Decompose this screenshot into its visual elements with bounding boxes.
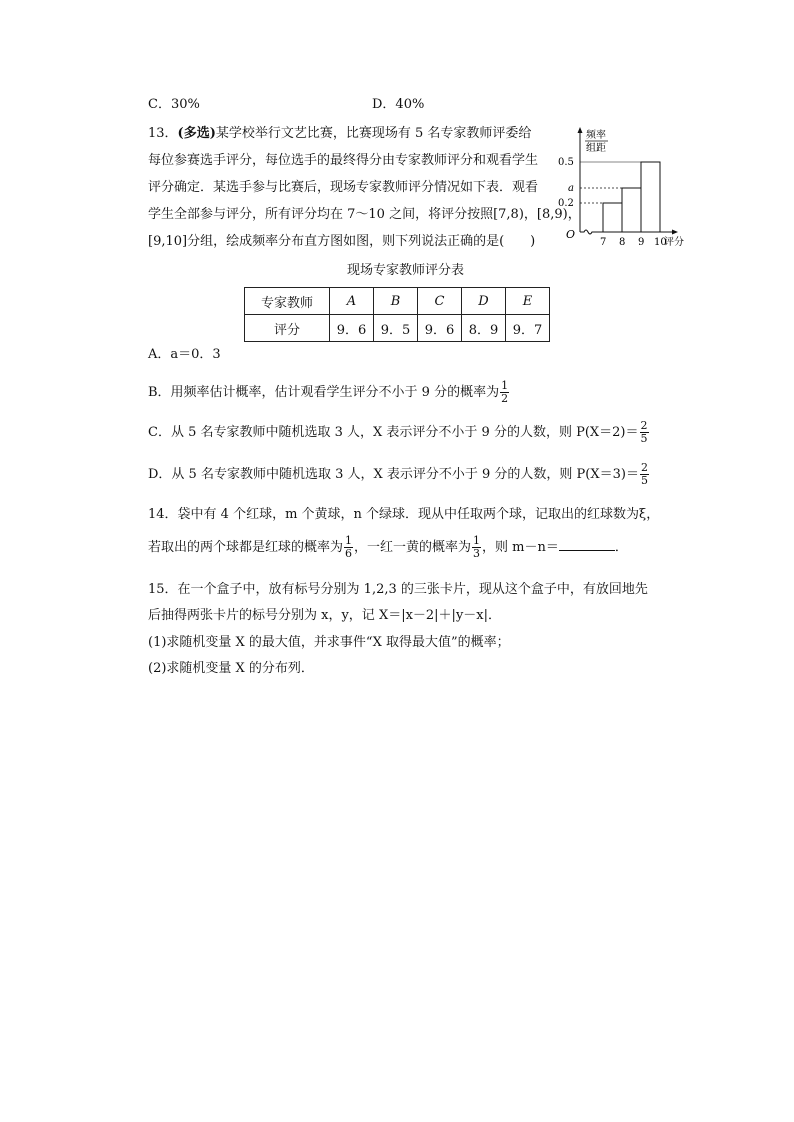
fraction-numerator: 2 [640, 419, 648, 432]
q13-option-d-fraction [640, 462, 649, 487]
table-row-scores [245, 315, 550, 342]
table-score-e: 9．7 [506, 315, 550, 342]
bar-9-10 [641, 162, 660, 232]
table-col-e: E [506, 288, 550, 315]
q13-option-c-fraction [640, 420, 649, 445]
y-axis-arrow [578, 127, 583, 133]
table-header-score: 评分 [245, 315, 330, 342]
q15-part-1: (1)求随机变量 X 的最大值，并求事件“X 取得最大值”的概率； [148, 635, 510, 650]
q13-line-3: 评分确定．某选手参与比赛后，现场专家教师评分情况如下表．观看 [148, 180, 539, 195]
q13-option-b-text: B．用频率估计概率，估计观看学生评分不小于 9 分的概率为 [148, 385, 500, 400]
q14-fraction-1 [344, 535, 353, 560]
q13-line-1 [148, 126, 531, 142]
fraction-numerator: 2 [640, 461, 648, 474]
fraction-numerator: 1 [501, 379, 509, 392]
q13-line-5: [9,10]分组，绘成频率分布直方图如图，则下列说法正确的是( ) [148, 234, 536, 249]
q13-option-c-text: C．从 5 名专家教师中随机选取 3 人，X 表示评分不小于 9 分的人数，则 P(X＝2)＝ [148, 425, 639, 440]
q14-text-b: ，一红一黄的概率为 [354, 540, 472, 555]
prev-option-c: C．30% [148, 97, 200, 112]
x-tick-10: 10 [654, 237, 667, 248]
q14-text-end: ． [614, 540, 628, 555]
table-col-d: D [462, 288, 506, 315]
prev-option-d: D．40% [372, 97, 425, 112]
fraction-denominator: 5 [640, 432, 648, 445]
x-tick-7: 7 [600, 237, 607, 248]
x-tick-9: 9 [638, 237, 645, 248]
q13-option-c [148, 418, 650, 448]
table-col-b: B [374, 288, 418, 315]
q13-option-d-text: D．从 5 名专家教师中随机选取 3 人，X 表示评分不小于 9 分的人数，则 P(X＝3)＝ [148, 467, 639, 482]
table-score-a: 9．6 [330, 315, 374, 342]
fraction-numerator: 1 [473, 534, 481, 547]
x-axis-label: 评分 [664, 237, 684, 248]
q14-line-1: 14．袋中有 4 个红球，m 个黄球，n 个绿球．现从中任取两个球，记取出的红球数为ξ， [148, 507, 660, 522]
table-score-b: 9．5 [374, 315, 418, 342]
score-table [244, 287, 550, 342]
fraction-denominator: 2 [501, 392, 509, 405]
table-score-c: 9．6 [418, 315, 462, 342]
table-score-d: 8．9 [462, 315, 506, 342]
y-label-top: 频率 [586, 130, 606, 141]
q13-tag: (多选) [177, 126, 216, 141]
y-tick-0-5: 0.5 [558, 157, 574, 168]
answer-blank[interactable] [559, 538, 615, 551]
x-tick-8: 8 [619, 237, 626, 248]
y-label-bottom: 组距 [586, 143, 606, 154]
q15-line-2: 后抽得两张卡片的标号分别为 x，y，记 X＝|x－2|＋|y－x|． [148, 608, 501, 623]
fraction-denominator: 5 [640, 474, 648, 487]
q13-line-4: 学生全部参与评分，所有评分均在 7～10 之间，将评分按照[7,8)，[8,9)， [148, 207, 581, 222]
score-table-title: 现场专家教师评分表 [347, 263, 465, 278]
table-col-a: A [330, 288, 374, 315]
q14-text-c: ，则 m－n＝ [482, 540, 559, 555]
fraction-denominator: 3 [473, 547, 481, 560]
fraction-denominator: 6 [345, 547, 353, 560]
q13-text-1: 某学校举行文艺比赛，比赛现场有 5 名专家教师评委给 [215, 126, 532, 141]
q15-line-1: 15．在一个盒子中，放有标号分别为 1,2,3 的三张卡片，现从这个盒子中，有放回地先 [148, 582, 648, 597]
fraction-numerator: 1 [345, 534, 353, 547]
q13-option-b-fraction [500, 380, 509, 405]
y-tick-a: a [568, 183, 574, 194]
q13-option-a: A．a＝0．3 [148, 347, 221, 362]
table-row-teachers [245, 288, 550, 315]
q13-line-2: 每位参赛选手评分，每位选手的最终得分由专家教师评分和观看学生 [148, 153, 539, 168]
q13-option-b [148, 378, 510, 408]
table-header-teacher: 专家教师 [245, 288, 330, 315]
q13-option-d [148, 460, 650, 490]
q13-number: 13． [148, 126, 178, 141]
origin-label: O [566, 228, 576, 241]
y-tick-0-2: 0.2 [558, 198, 574, 209]
q14-line-2 [148, 533, 628, 563]
x-axis-arrow [672, 230, 678, 235]
q15-part-2: (2)求随机变量 X 的分布列． [148, 661, 314, 676]
bar-7-8 [603, 203, 622, 232]
q14-text-a: 若取出的两个球都是红球的概率为 [148, 540, 344, 555]
frequency-histogram [556, 124, 686, 248]
bar-8-9 [622, 188, 641, 232]
table-col-c: C [418, 288, 462, 315]
q14-fraction-2 [472, 535, 481, 560]
